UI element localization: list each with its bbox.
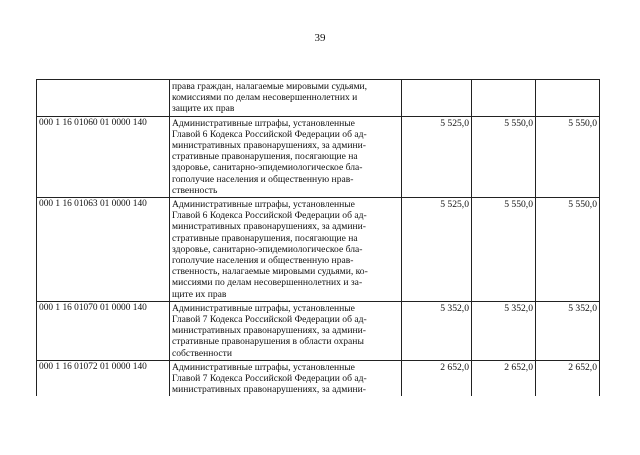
budget-code-cell	[37, 80, 170, 117]
table-row	[37, 360, 600, 396]
amount-cell-2: 5 550,0	[472, 198, 536, 302]
description-cell: Административные штрафы, установленные Главой 6 Кодекса Российской Федерации об ад- министративных правонарушениях, за админи- стративные правонарушения, посягающие на здоровье, санитарно-эпидемиологическое бла- гополучие населения и общественную нрав- ственность	[170, 116, 402, 197]
amount-cell-2: 5 352,0	[472, 301, 536, 360]
page-number: 39	[314, 32, 326, 44]
table-row	[37, 301, 600, 360]
amount-cell-1: 5 525,0	[402, 198, 472, 302]
amount-cell-3: 5 550,0	[536, 198, 600, 302]
amount-cell-1: 5 525,0	[402, 116, 472, 197]
budget-code-cell: 000 1 16 01063 01 0000 140	[37, 198, 170, 302]
description-cell: Административные штрафы, установленные Главой 6 Кодекса Российской Федерации об ад- министративных правонарушениях, за админи- стративные правонарушения, посягающие на здоровье, санитарно-эпидемиологическое бла- гополучие населения и общественную нрав- ственность, налагаемые мировыми судьями, ко- миссиями по делам несовершеннолетних и за- щите их прав	[170, 198, 402, 302]
budget-code-cell: 000 1 16 01072 01 0000 140	[37, 360, 170, 396]
amount-cell-1	[402, 80, 472, 117]
table-row	[37, 198, 600, 302]
amount-cell-3: 2 652,0	[536, 360, 600, 396]
table-row	[37, 80, 600, 117]
amount-cell-1: 2 652,0	[402, 360, 472, 396]
amount-cell-1: 5 352,0	[402, 301, 472, 360]
budget-table	[36, 79, 600, 396]
amount-cell-2: 5 550,0	[472, 116, 536, 197]
table-row	[37, 116, 600, 197]
amount-cell-2	[472, 80, 536, 117]
budget-code-cell: 000 1 16 01060 01 0000 140	[37, 116, 170, 197]
description-cell: Административные штрафы, установленные Главой 7 Кодекса Российской Федерации об ад- министративных правонарушениях, за админи-	[170, 360, 402, 396]
description-cell: Административные штрафы, установленные Главой 7 Кодекса Российской Федерации об ад- министративных правонарушениях, за админи- стративные правонарушения в области охраны собственности	[170, 301, 402, 360]
amount-cell-3: 5 352,0	[536, 301, 600, 360]
amount-cell-3: 5 550,0	[536, 116, 600, 197]
amount-cell-3	[536, 80, 600, 117]
budget-code-cell: 000 1 16 01070 01 0000 140	[37, 301, 170, 360]
description-cell: права граждан, налагаемые мировыми судьями, комиссиями по делам несовершеннолетних и защите их прав	[170, 80, 402, 117]
amount-cell-2: 2 652,0	[472, 360, 536, 396]
